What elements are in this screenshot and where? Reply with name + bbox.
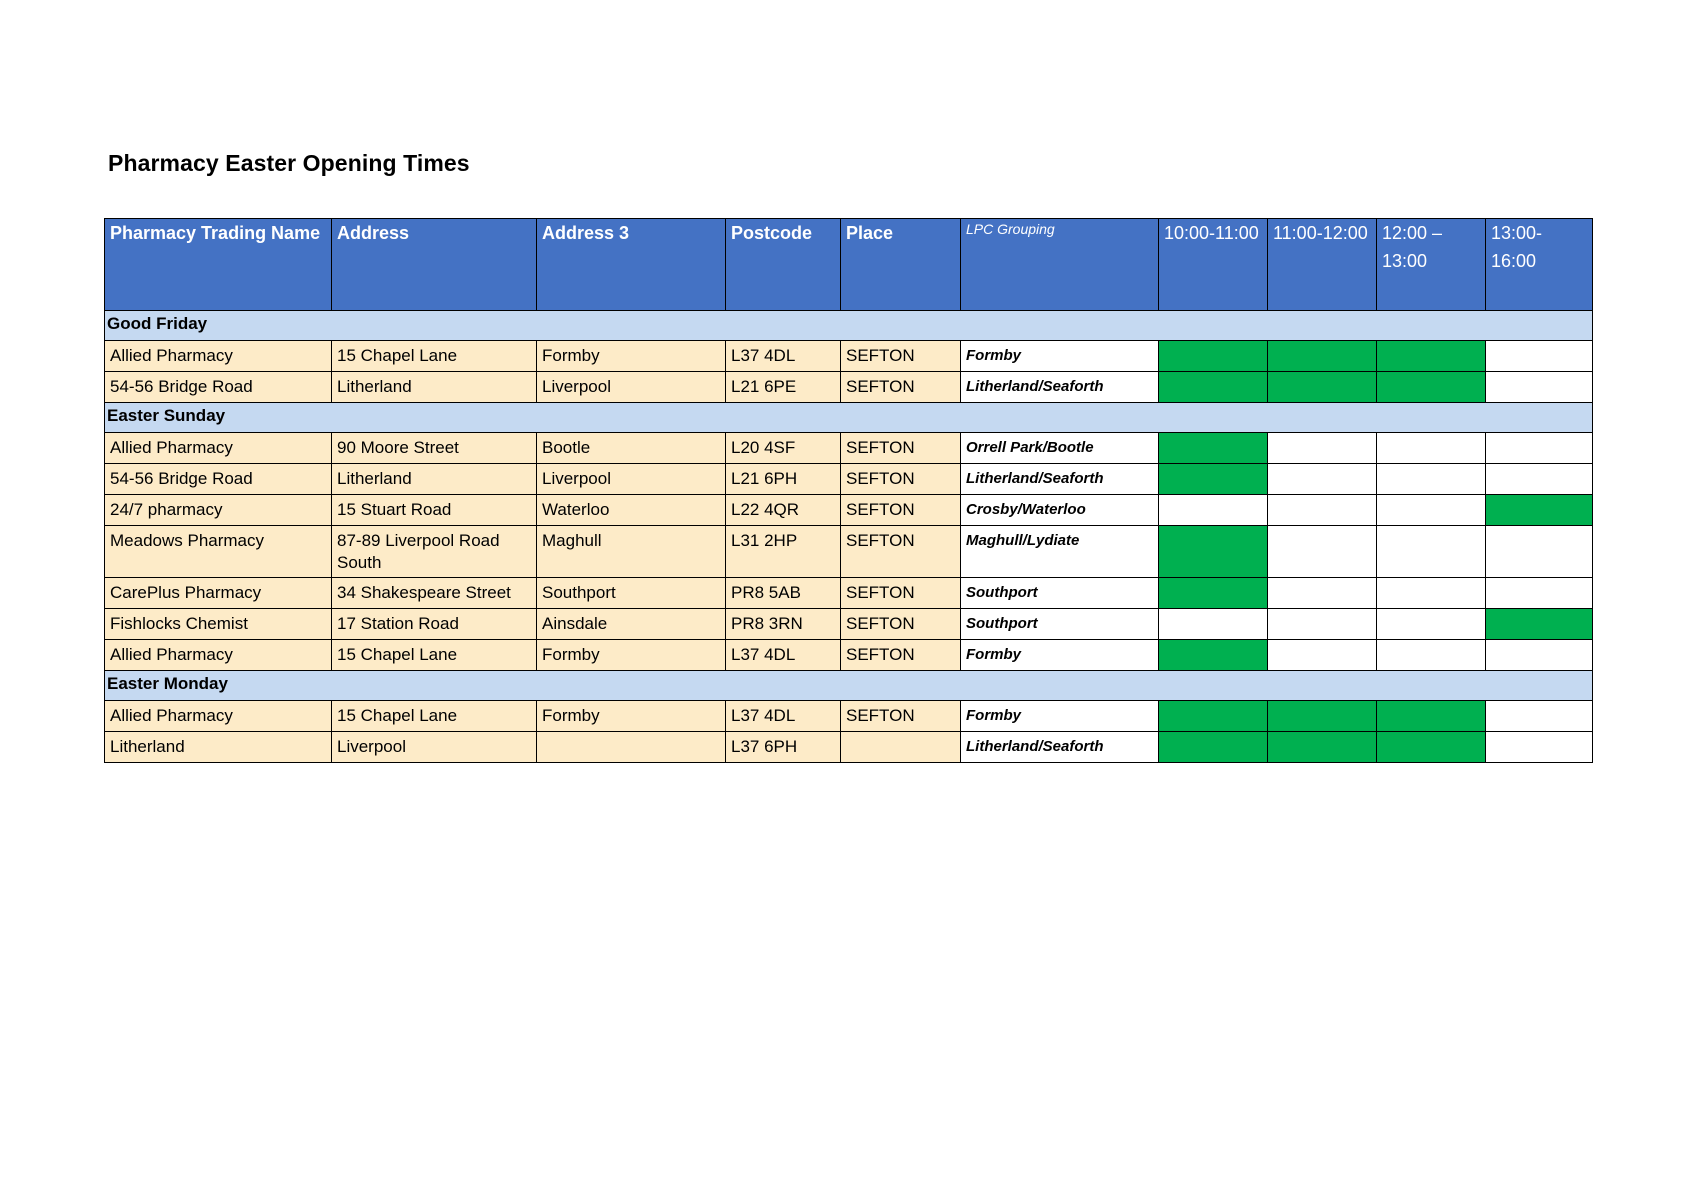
- address-3-cell: Ainsdale: [537, 609, 726, 640]
- lpc-grouping-cell: Crosby/Waterloo: [961, 495, 1159, 526]
- postcode-cell: PR8 5AB: [726, 578, 841, 609]
- closed-slot-cell: [1268, 526, 1377, 578]
- pharmacy-name-cell: Allied Pharmacy: [105, 701, 332, 732]
- open-slot-cell: [1268, 372, 1377, 403]
- pharmacy-name-cell: Meadows Pharmacy: [105, 526, 332, 578]
- closed-slot-cell: [1486, 732, 1593, 763]
- open-slot-cell: [1159, 640, 1268, 671]
- pharmacy-name-cell: Allied Pharmacy: [105, 640, 332, 671]
- closed-slot-cell: [1377, 609, 1486, 640]
- postcode-cell: L21 6PH: [726, 464, 841, 495]
- table-row: [105, 464, 1593, 495]
- address-cell: 15 Stuart Road: [332, 495, 537, 526]
- place-cell: SEFTON: [841, 341, 961, 372]
- closed-slot-cell: [1377, 433, 1486, 464]
- address-cell: 87-89 Liverpool Road South: [332, 526, 537, 578]
- open-slot-cell: [1268, 341, 1377, 372]
- closed-slot-cell: [1486, 372, 1593, 403]
- column-header-slot-3: 12:00 – 13:00: [1377, 219, 1486, 311]
- address-cell: 90 Moore Street: [332, 433, 537, 464]
- column-header-postcode: Postcode: [726, 219, 841, 311]
- open-slot-cell: [1486, 495, 1593, 526]
- open-slot-cell: [1159, 732, 1268, 763]
- column-header-address-3: Address 3: [537, 219, 726, 311]
- postcode-cell: L31 2HP: [726, 526, 841, 578]
- address-cell: Liverpool: [332, 732, 537, 763]
- lpc-grouping-cell: Formby: [961, 701, 1159, 732]
- address-cell: Litherland: [332, 372, 537, 403]
- place-cell: SEFTON: [841, 464, 961, 495]
- closed-slot-cell: [1268, 609, 1377, 640]
- postcode-cell: L37 4DL: [726, 640, 841, 671]
- section-label: Good Friday: [105, 311, 1593, 341]
- address-3-cell: Formby: [537, 701, 726, 732]
- lpc-grouping-cell: Orrell Park/Bootle: [961, 433, 1159, 464]
- address-3-cell: Formby: [537, 341, 726, 372]
- table-row: [105, 495, 1593, 526]
- table-row: [105, 609, 1593, 640]
- address-cell: Litherland: [332, 464, 537, 495]
- column-header-slot-1: 10:00-11:00: [1159, 219, 1268, 311]
- column-header-slot-2: 11:00-12:00: [1268, 219, 1377, 311]
- pharmacy-name-cell: Allied Pharmacy: [105, 341, 332, 372]
- column-header-pharmacy-name: Pharmacy Trading Name: [105, 219, 332, 311]
- table-row: [105, 526, 1593, 578]
- closed-slot-cell: [1377, 464, 1486, 495]
- place-cell: SEFTON: [841, 701, 961, 732]
- address-3-cell: Liverpool: [537, 372, 726, 403]
- closed-slot-cell: [1486, 464, 1593, 495]
- postcode-cell: L20 4SF: [726, 433, 841, 464]
- open-slot-cell: [1159, 578, 1268, 609]
- closed-slot-cell: [1159, 495, 1268, 526]
- open-slot-cell: [1159, 526, 1268, 578]
- address-3-cell: Waterloo: [537, 495, 726, 526]
- closed-slot-cell: [1486, 341, 1593, 372]
- place-cell: SEFTON: [841, 640, 961, 671]
- closed-slot-cell: [1486, 526, 1593, 578]
- lpc-grouping-cell: Litherland/Seaforth: [961, 732, 1159, 763]
- closed-slot-cell: [1486, 640, 1593, 671]
- opening-times-table: [104, 218, 1593, 763]
- address-3-cell: Liverpool: [537, 464, 726, 495]
- address-cell: 15 Chapel Lane: [332, 640, 537, 671]
- table-row: [105, 701, 1593, 732]
- table-header: [105, 219, 1593, 311]
- open-slot-cell: [1377, 372, 1486, 403]
- open-slot-cell: [1377, 341, 1486, 372]
- section-label: Easter Monday: [105, 671, 1593, 701]
- closed-slot-cell: [1159, 609, 1268, 640]
- address-cell: 17 Station Road: [332, 609, 537, 640]
- section-row: [105, 311, 1593, 341]
- closed-slot-cell: [1268, 640, 1377, 671]
- column-header-address: Address: [332, 219, 537, 311]
- pharmacy-name-cell: Allied Pharmacy: [105, 433, 332, 464]
- address-3-cell: Formby: [537, 640, 726, 671]
- open-slot-cell: [1377, 732, 1486, 763]
- place-cell: SEFTON: [841, 578, 961, 609]
- open-slot-cell: [1377, 701, 1486, 732]
- open-slot-cell: [1159, 433, 1268, 464]
- postcode-cell: PR8 3RN: [726, 609, 841, 640]
- postcode-cell: L21 6PE: [726, 372, 841, 403]
- lpc-grouping-cell: Formby: [961, 341, 1159, 372]
- closed-slot-cell: [1377, 495, 1486, 526]
- place-cell: SEFTON: [841, 433, 961, 464]
- address-cell: 15 Chapel Lane: [332, 341, 537, 372]
- table-row: [105, 732, 1593, 763]
- closed-slot-cell: [1268, 464, 1377, 495]
- place-cell: SEFTON: [841, 609, 961, 640]
- place-cell: SEFTON: [841, 495, 961, 526]
- pharmacy-name-cell: CarePlus Pharmacy: [105, 578, 332, 609]
- pharmacy-name-cell: 54-56 Bridge Road: [105, 464, 332, 495]
- section-row: [105, 671, 1593, 701]
- closed-slot-cell: [1486, 578, 1593, 609]
- closed-slot-cell: [1377, 526, 1486, 578]
- table-row: [105, 640, 1593, 671]
- column-header-slot-4: 13:00-16:00: [1486, 219, 1593, 311]
- place-cell: SEFTON: [841, 526, 961, 578]
- page-title: Pharmacy Easter Opening Times: [108, 150, 470, 176]
- column-header-place: Place: [841, 219, 961, 311]
- section-row: [105, 403, 1593, 433]
- open-slot-cell: [1159, 372, 1268, 403]
- open-slot-cell: [1268, 701, 1377, 732]
- open-slot-cell: [1159, 701, 1268, 732]
- table-row: [105, 433, 1593, 464]
- postcode-cell: L37 4DL: [726, 701, 841, 732]
- address-3-cell: Maghull: [537, 526, 726, 578]
- lpc-grouping-cell: Formby: [961, 640, 1159, 671]
- table-row: [105, 341, 1593, 372]
- postcode-cell: L37 6PH: [726, 732, 841, 763]
- address-3-cell: Southport: [537, 578, 726, 609]
- pharmacy-name-cell: Fishlocks Chemist: [105, 609, 332, 640]
- postcode-cell: L22 4QR: [726, 495, 841, 526]
- address-3-cell: [537, 732, 726, 763]
- address-3-cell: Bootle: [537, 433, 726, 464]
- lpc-grouping-cell: Maghull/Lydiate: [961, 526, 1159, 578]
- lpc-grouping-cell: Southport: [961, 578, 1159, 609]
- pharmacy-name-cell: Litherland: [105, 732, 332, 763]
- open-slot-cell: [1486, 609, 1593, 640]
- lpc-grouping-cell: Litherland/Seaforth: [961, 464, 1159, 495]
- column-header-lpc-grouping: LPC Grouping: [961, 219, 1159, 311]
- place-cell: SEFTON: [841, 372, 961, 403]
- postcode-cell: L37 4DL: [726, 341, 841, 372]
- closed-slot-cell: [1268, 495, 1377, 526]
- open-slot-cell: [1159, 464, 1268, 495]
- closed-slot-cell: [1268, 578, 1377, 609]
- address-cell: 34 Shakespeare Street: [332, 578, 537, 609]
- table-body: [105, 311, 1593, 763]
- lpc-grouping-cell: Litherland/Seaforth: [961, 372, 1159, 403]
- closed-slot-cell: [1268, 433, 1377, 464]
- closed-slot-cell: [1486, 433, 1593, 464]
- address-cell: 15 Chapel Lane: [332, 701, 537, 732]
- section-label: Easter Sunday: [105, 403, 1593, 433]
- place-cell: [841, 732, 961, 763]
- closed-slot-cell: [1377, 578, 1486, 609]
- closed-slot-cell: [1377, 640, 1486, 671]
- open-slot-cell: [1159, 341, 1268, 372]
- pharmacy-name-cell: 54-56 Bridge Road: [105, 372, 332, 403]
- open-slot-cell: [1268, 732, 1377, 763]
- table-row: [105, 578, 1593, 609]
- pharmacy-name-cell: 24/7 pharmacy: [105, 495, 332, 526]
- closed-slot-cell: [1486, 701, 1593, 732]
- lpc-grouping-cell: Southport: [961, 609, 1159, 640]
- table-row: [105, 372, 1593, 403]
